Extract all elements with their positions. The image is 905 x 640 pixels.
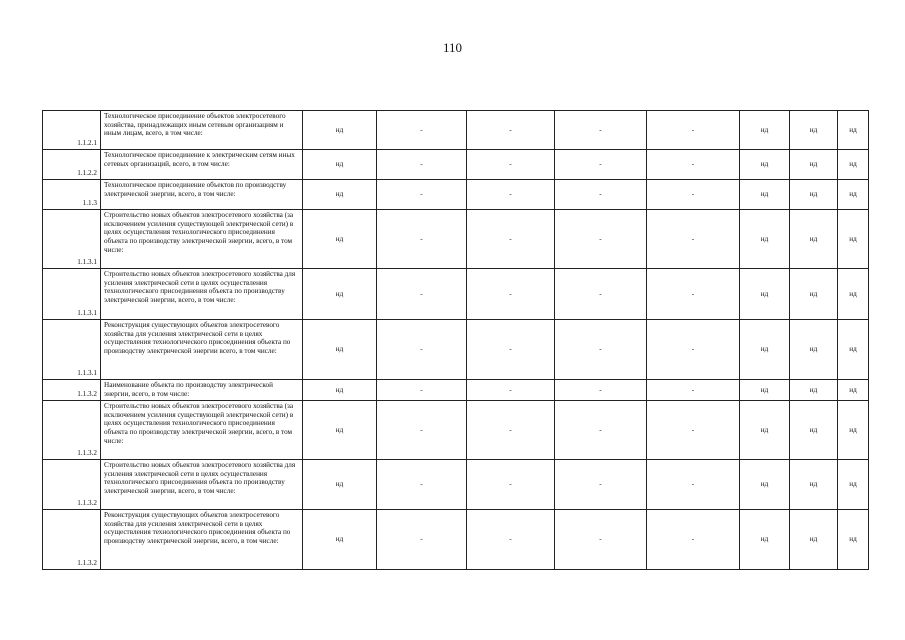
cell-value: - [555,510,647,570]
cell-value: нд [303,320,377,380]
row-code: 1.1.3 [43,180,101,210]
row-code: 1.1.2.1 [43,111,101,150]
cell-value: нд [740,210,790,269]
row-description: Реконструкция существующих объектов электросетевого хозяйства для усиления электрической сети в целях осуществления технологического присоединения объекта по производству электрической энергии, всего, в том числе: [101,510,303,570]
table-row [43,460,869,510]
table-row [43,150,869,180]
table-row [43,180,869,210]
table-row [43,269,869,320]
row-code: 1.1.3.1 [43,210,101,269]
cell-value: - [647,401,740,460]
cell-value: нд [740,180,790,210]
cell-value: нд [838,320,869,380]
row-description: Строительство новых объектов электросетевого хозяйства для усиления электрической сети в целях осуществления технологического присоединения объекта по производству электрической энергии, всего, в том числе: [101,269,303,320]
cell-value: нд [838,510,869,570]
cell-value: - [647,269,740,320]
cell-value: - [377,460,467,510]
cell-value: - [377,210,467,269]
cell-value: - [555,401,647,460]
cell-value: - [377,269,467,320]
cell-value: - [377,401,467,460]
data-table [42,110,869,570]
cell-value: нд [838,380,869,401]
cell-value: - [377,150,467,180]
row-description: Наименование объекта по производству электрической энергии, всего, в том числе: [101,380,303,401]
cell-value: - [377,111,467,150]
cell-value: - [467,460,555,510]
table-row [43,320,869,380]
cell-value: нд [303,150,377,180]
cell-value: - [467,111,555,150]
cell-value: - [467,320,555,380]
page-number: 110 [442,40,463,55]
cell-value: нд [790,320,838,380]
cell-value: - [555,380,647,401]
cell-value: - [555,269,647,320]
table-row [43,510,869,570]
cell-value: - [647,510,740,570]
cell-value: - [377,180,467,210]
cell-value: - [467,401,555,460]
cell-value: нд [740,150,790,180]
cell-value: - [647,380,740,401]
row-code: 1.1.3.2 [43,510,101,570]
cell-value: нд [740,460,790,510]
cell-value: - [647,180,740,210]
cell-value: нд [303,269,377,320]
row-code: 1.1.3.1 [43,320,101,380]
cell-value: нд [303,210,377,269]
row-description: Технологическое присоединение объектов электросетевого хозяйства, принадлежащих иным сетевым организациям и иным лицам, всего, в том числе: [101,111,303,150]
table-row [43,111,869,150]
cell-value: нд [790,111,838,150]
cell-value: - [467,510,555,570]
cell-value: - [467,150,555,180]
cell-value: нд [790,460,838,510]
row-code: 1.1.3.2 [43,380,101,401]
cell-value: нд [303,180,377,210]
cell-value: - [555,150,647,180]
row-description: Технологическое присоединение объектов по производству электрической энергии, всего, в том числе: [101,180,303,210]
cell-value: - [467,269,555,320]
cell-value: - [555,111,647,150]
cell-value: нд [790,269,838,320]
cell-value: нд [838,269,869,320]
row-code: 1.1.3.1 [43,269,101,320]
row-description: Технологическое присоединение к электрическим сетям иных сетевых организаций, всего, в том числе: [101,150,303,180]
cell-value: - [555,320,647,380]
cell-value: нд [838,460,869,510]
cell-value: нд [740,510,790,570]
row-code: 1.1.2.2 [43,150,101,180]
table-row [43,380,869,401]
cell-value: нд [740,111,790,150]
cell-value: нд [303,460,377,510]
cell-value: нд [790,401,838,460]
cell-value: нд [838,180,869,210]
table-body [43,111,869,570]
cell-value: - [647,460,740,510]
cell-value: - [377,320,467,380]
row-code: 1.1.3.2 [43,401,101,460]
cell-value: нд [740,401,790,460]
row-description: Реконструкция существующих объектов электросетевого хозяйства для усиления электрической сети в целях осуществления технологического присоединения объекта по производству электрической энергии всего, в том числе: [101,320,303,380]
row-description: Строительство новых объектов электросетевого хозяйства (за исключением усиления существующей электрической сети) в целях осуществления технологического присоединения объекта по производству электрической энергии, всего, в том числе: [101,210,303,269]
cell-value: - [647,320,740,380]
cell-value: нд [838,210,869,269]
cell-value: нд [740,380,790,401]
cell-value: - [467,210,555,269]
cell-value: нд [303,111,377,150]
cell-value: нд [838,150,869,180]
cell-value: - [647,111,740,150]
cell-value: - [647,150,740,180]
table-row [43,401,869,460]
cell-value: - [555,180,647,210]
cell-value: нд [838,111,869,150]
cell-value: нд [790,180,838,210]
cell-value: нд [303,510,377,570]
cell-value: нд [838,401,869,460]
cell-value: - [555,210,647,269]
cell-value: нд [790,510,838,570]
cell-value: нд [740,320,790,380]
cell-value: нд [790,380,838,401]
row-description: Строительство новых объектов электросетевого хозяйства (за исключением усиления существующей электрической сети) в целях осуществления технологического присоединения объекта по производству электрической энергии, всего, в том числе: [101,401,303,460]
cell-value: - [555,460,647,510]
cell-value: нд [303,380,377,401]
table-row [43,210,869,269]
cell-value: - [467,180,555,210]
cell-value: нд [303,401,377,460]
cell-value: - [467,380,555,401]
cell-value: - [647,210,740,269]
cell-value: нд [790,210,838,269]
row-description: Строительство новых объектов электросетевого хозяйства для усиления электрической сети в целях осуществления технологического присоединения объекта по производству электрической энергии, всего, в том числе: [101,460,303,510]
cell-value: нд [740,269,790,320]
cell-value: нд [790,150,838,180]
row-code: 1.1.3.2 [43,460,101,510]
cell-value: - [377,510,467,570]
cell-value: - [377,380,467,401]
